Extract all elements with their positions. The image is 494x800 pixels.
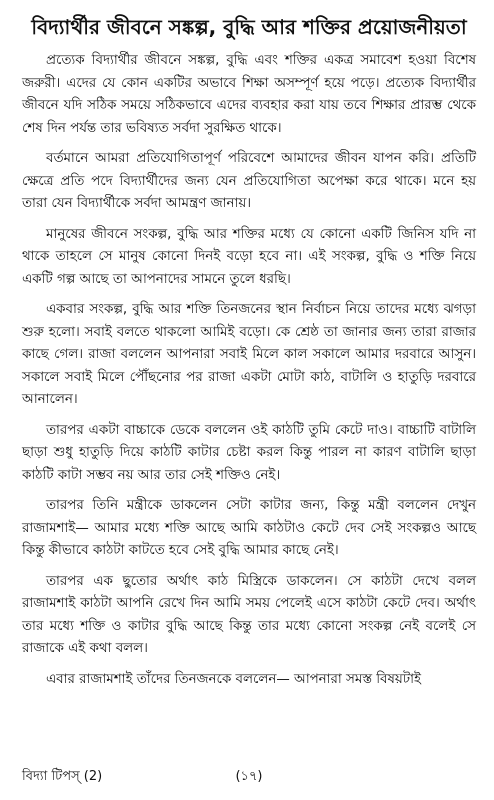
paragraph-8: এবার রাজামশাই তাঁদের তিনজনকে বললেন— আপনারা সমস্ত বিষয়টাই [46, 671, 421, 687]
paragraph-4: একবার সংকল্প, বুদ্ধি আর শক্তি তিনজনের স্থান নির্বাচন নিয়ে তাদের মধ্যে ঝগড়া শুরু হলো। সবাই বলতে থাকলো আমিই বড়ো। কে শ্রেষ্ঠ তা জানার জন্য তারা রাজার কাছে গেল। রাজা বললেন আপনারা সবাই মিলে কাল সকালে আমার দরবারে আসুন। সকালে সবাই মিলে পৌঁছনোর পর রাজা একটা মোটা কাঠ, বাটালি ও হাতুড়ি দরবারে আনালেন। [22, 302, 476, 407]
footer-book-title: বিদ্যা টিপস্ (2) [22, 769, 103, 784]
page-footer [22, 767, 476, 788]
paragraph-3: মানুষের জীবনে সংকল্প, বুদ্ধি আর শক্তির মধ্যে যে কোনো একটি জিনিস যদি না থাকে তাহলে সে মানুষ কোনো দিনই বড়ো হবে না। এই সংকল্প, বুদ্ধি ও শক্তি নিয়ে একটি গল্প আছে তা আপনাদের সামনে তুলে ধরছি। [22, 226, 476, 287]
paragraph-6: তারপর তিনি মন্ত্রীকে ডাকলেন সেটা কাটার জন্য, কিন্তু মন্ত্রী বললেন দেখুন রাজামশাই— আমার মধ্যে শক্তি আছে আমি কাঠটাও কেটে দেব সেই সংকল্পও আছে কিন্তু কীভাবে কাঠটা কাটতে হবে সেই বুদ্ধি আমার কাছে নেই। [22, 498, 476, 558]
page-number: (১৭) [235, 769, 263, 784]
page-title: বিদ্যার্থীর জীবনে সঙ্কল্প, বুদ্ধি আর শক্তির প্রয়োজনীয়তা [31, 15, 467, 39]
paragraph-5: তারপর একটা বাচ্চাকে ডেকে বললেন ওই কাঠটি তুমি কেটে দাও। বাচ্চাটি বাটালি ছাড়া শুধু হাতুড়ি দিয়ে কাঠটি কাটার চেষ্টা করল কিন্তু পারল না কারণ বাটালি ছাড়া কাঠটি কাটা সম্ভব নয় আর তার সেই শক্তিও নেই। [22, 422, 476, 483]
paragraph-7: তারপর এক ছুতোর অর্থাৎ কাঠ মিস্ত্রিকে ডাকলেন। সে কাঠটা দেখে বলল রাজামশাই কাঠটা আপনি রেখে দিন আমি সময় পেলেই এসে কাঠটা কেটে দেব। অর্থাৎ তার মধ্যে শক্তি ও কাটার বুদ্ধি আছে কিন্তু তার মধ্যে কোনো সংকল্প নেই বলেই সে রাজাকে এই কথা বলল। [22, 573, 476, 656]
paragraph-1: প্রত্যেক বিদ্যার্থীর জীবনে সঙ্কল্প, বুদ্ধি এবং শক্তির একত্র সমাবেশ হওয়া বিশেষ জরুরী। এদের যে কোন একটির অভাবে শিক্ষা অসম্পূর্ণ হয়ে পড়ে। প্রত্যেক বিদ্যার্থীর জীবনে যদি সঠিক সময়ে সঠিকভাবে এদের ব্যবহার করা যায় তবে শিক্ষার প্রারম্ভ থেকে শেষ দিন পর্যন্ত তার ভবিষ্যত সর্বদা সুরক্ষিত থাকে। [22, 53, 476, 136]
paragraph-2: বর্তমানে আমরা প্রতিযোগিতাপূর্ণ পরিবেশে আমাদের জীবন যাপন করি। প্রতিটি ক্ষেত্রে প্রতি পদে বিদ্যার্থীদের জন্য যেন প্রতিযোগিতা অপেক্ষা করে থাকে। মনে হয় তারা যেন বিদ্যার্থীকে সর্বদা আমন্ত্রণ জানায়। [22, 151, 476, 211]
